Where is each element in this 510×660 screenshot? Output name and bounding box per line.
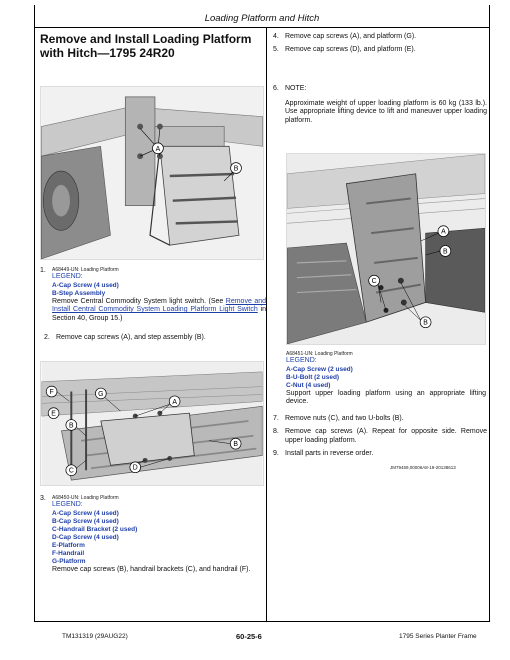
legend-item: F-Handrail — [52, 549, 85, 557]
step-number: 8. — [273, 428, 279, 435]
note-text: Approximate weight of upper loading platform is 60 kg (133 lb.). Use appropriate lifting device to lift and maneuver upper loading platform. — [285, 99, 487, 124]
step-number: 7. — [273, 415, 279, 422]
step-8 — [273, 428, 487, 445]
step-3 — [40, 495, 266, 574]
legend-item: E-Platform — [52, 541, 85, 549]
step-text: Remove nuts (C), and two U-bolts (B). — [285, 415, 404, 422]
step-5 — [273, 46, 485, 55]
figure-platform-handrail — [40, 361, 264, 486]
step-number: 4. — [273, 33, 279, 40]
svg-text:A: A — [172, 398, 177, 406]
step-2 — [44, 334, 266, 343]
loading-platform-step-illustration — [41, 87, 263, 259]
figure-id: A68449-UN: Loading Platform — [52, 267, 119, 273]
step-text: Remove cap screws (D), and platform (E). — [285, 46, 416, 53]
figure-id: A68451-UN: Loading Platform — [286, 351, 353, 357]
step-4 — [273, 33, 485, 42]
step-text: Remove cap screws (A). Repeat for opposite side. Remove upper loading platform. — [285, 428, 487, 444]
footer-doc-id: TM131319 (29AUG22) — [62, 633, 128, 640]
step-text: Remove cap screws (A), and step assembly (B). — [56, 334, 206, 341]
step-number: 9. — [273, 450, 279, 457]
legend-item: G-Platform — [52, 557, 86, 565]
support-text: Support upper loading platform using an appropriate lifting device. — [286, 389, 486, 405]
legend-item: A-Cap Screw (4 used) — [52, 509, 119, 517]
step-text: Remove cap screws (B), handrail brackets (C), and handrail (F). — [52, 565, 251, 573]
svg-text:B: B — [423, 319, 428, 327]
step-text: Remove cap screws (A), and platform (G). — [285, 33, 417, 40]
svg-text:B: B — [233, 165, 239, 173]
note-label: NOTE: — [285, 85, 307, 92]
svg-text:A: A — [155, 145, 161, 153]
legend-item: B-Step Assembly — [52, 289, 106, 297]
svg-text:F: F — [49, 388, 54, 396]
step-text: Install parts in reverse order. — [285, 450, 374, 457]
step-7 — [273, 415, 487, 424]
section-title: Remove and Install Loading Platform with Hitch—1795 24R20 — [40, 32, 252, 60]
svg-text:E: E — [51, 410, 56, 418]
column-divider — [266, 28, 267, 621]
svg-text:C: C — [68, 467, 74, 475]
legend-item: C-Handrail Bracket (2 used) — [52, 525, 138, 533]
upper-platform-illustration — [287, 154, 485, 344]
legend-item: A-Cap Screw (4 used) — [52, 281, 119, 289]
legend-item: A-Cap Screw (2 used) — [286, 365, 353, 373]
document-reference: JM79459,00006A8-19-20138613 — [390, 465, 456, 470]
figure-id: A68450-UN: Loading Platform — [52, 495, 119, 501]
figure-3-caption — [286, 351, 486, 407]
figure-loading-platform-step — [40, 86, 264, 260]
legend-item: C-Nut (4 used) — [286, 381, 331, 389]
step-9 — [273, 450, 487, 459]
legend-item: B-Cap Screw (4 used) — [52, 517, 119, 525]
footer-section: 1795 Series Planter Frame — [399, 633, 477, 640]
footer-page-number: 60-25-6 — [236, 632, 262, 641]
header-title: Loading Platform and Hitch — [204, 13, 320, 24]
step-text — [52, 298, 266, 324]
platform-handrail-illustration — [41, 362, 263, 485]
legend-label: LEGEND: — [286, 357, 317, 364]
step-text-part: in Section 40, Group 15.) — [52, 306, 266, 322]
svg-text:B: B — [443, 248, 448, 256]
legend-item: B-U-Bolt (2 used) — [286, 373, 340, 381]
svg-text:B: B — [233, 441, 238, 449]
step-number: 2. — [44, 334, 50, 341]
step-number: 3. — [40, 495, 46, 502]
svg-text:C: C — [371, 278, 377, 286]
step-number: 6. — [273, 85, 279, 92]
light-switch-link[interactable]: Remove and Install Central Commodity System Loading Platform Light Switch — [52, 297, 266, 313]
legend-label: LEGEND: — [52, 501, 83, 508]
figure-upper-platform — [286, 153, 486, 345]
header-divider — [35, 27, 489, 28]
step-6 — [273, 85, 487, 125]
step-number: 1. — [40, 267, 46, 274]
legend-label: LEGEND: — [52, 273, 83, 280]
step-1 — [40, 267, 266, 323]
svg-text:D: D — [132, 464, 138, 472]
step-text-part: Remove Central Commodity System light switch. (See — [52, 297, 226, 305]
step-number: 5. — [273, 46, 279, 53]
svg-text:B: B — [69, 422, 74, 430]
svg-text:A: A — [441, 228, 446, 236]
svg-text:G: G — [98, 390, 104, 398]
legend-item: D-Cap Screw (4 used) — [52, 533, 119, 541]
